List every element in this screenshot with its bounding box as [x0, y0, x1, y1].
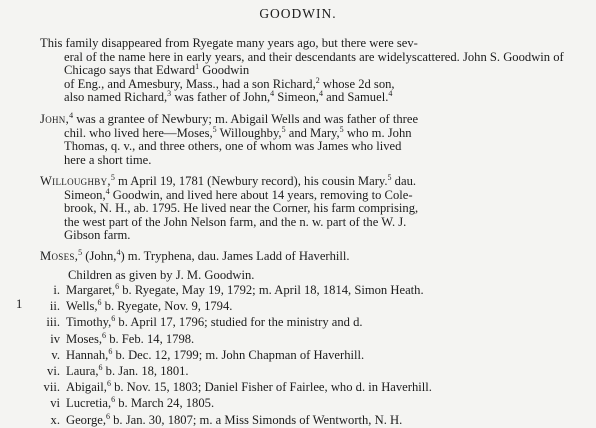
moses-text: ) m. Tryphena, dau. James Ladd of Haverhill. [120, 249, 350, 263]
child-details: b. March 24, 1805. [115, 396, 215, 411]
generation-superscript: 3 [167, 89, 172, 99]
willoughby-paragraph [40, 175, 590, 243]
text-run: whose 2d son, [319, 76, 395, 91]
child-name: Margaret, [66, 283, 116, 297]
child-entry [0, 413, 596, 427]
child-number: vi. [47, 364, 60, 378]
text-run: Thomas, q. v., and three others, one of whom was James who lived [64, 139, 402, 154]
child-text [66, 396, 214, 410]
text-run: brook, N. H., ab. 1795. He lived near the Corner, his farm comprising, [64, 201, 419, 216]
child-details: b. Ryegate, May 19, 1792; m. April 18, 1814, Simon Heath. [119, 283, 424, 297]
moses-paragraph [40, 250, 590, 264]
moses-line [40, 250, 590, 264]
willoughby-continuation [40, 186, 590, 243]
child-generation: 6 [102, 330, 107, 340]
child-name: Wells, [66, 299, 98, 314]
text-run: Willoughby, [216, 125, 282, 140]
generation-superscript: 2 [315, 75, 320, 85]
text-run: and Mary, [285, 125, 340, 140]
moses-parent-generation: 4 [116, 248, 121, 257]
child-number: v. [51, 347, 60, 362]
child-name: Hannah, [66, 347, 109, 362]
children-heading: Children as given by J. M. Goodwin. [68, 268, 255, 282]
child-name: George, [66, 412, 106, 427]
child-text [66, 380, 432, 394]
child-text [66, 299, 232, 313]
child-details: b. Dec. 12, 1799; m. John Chapman of Haverhill. [112, 347, 365, 362]
text-run: Simeon, [274, 90, 319, 105]
child-details: b. Nov. 15, 1803; Daniel Fisher of Fairlee, who d. in Haverhill. [110, 380, 432, 395]
john-first-line [40, 113, 590, 127]
text-run: Goodwin, and lived here about 14 years, removing to Cole- [109, 187, 413, 202]
text-run: of Eng., and Amesbury, Mass., had a son Richard, [64, 76, 316, 91]
john-continuation [40, 124, 590, 168]
child-entry [0, 299, 596, 313]
john-generation: 4 [69, 111, 74, 120]
text-run: eral of the name here in early years, and their descendants are widely [64, 49, 412, 64]
child-name: Lucretia, [66, 396, 112, 411]
intro-first-line: This family disappeared from Ryegate many years ago, but there were sev- [40, 36, 418, 50]
child-details: b. Jan. 30, 1807; m. a Miss Simonds of Wentworth, N. H. [109, 412, 403, 427]
child-text [66, 315, 363, 329]
text-run: who m. John [343, 125, 412, 140]
child-name: Moses, [66, 331, 103, 346]
child-generation: 6 [98, 363, 103, 372]
child-details: b. Jan. 18, 1801. [102, 364, 189, 378]
willoughby-first-text: m April 19, 1781 (Newbury record), his cousin Mary. [114, 174, 388, 188]
child-generation: 6 [108, 346, 113, 356]
generation-superscript: 4 [318, 89, 323, 99]
child-generation: 6 [106, 379, 111, 389]
willoughby-first-sup: 5 [387, 173, 392, 182]
child-text [66, 413, 402, 427]
child-entry [0, 283, 596, 297]
page-title: GOODWIN. [259, 6, 337, 21]
text-run: Simeon, [64, 187, 106, 202]
text-run: here a short time. [64, 152, 152, 167]
child-name: Abigail, [66, 380, 107, 395]
child-number: iv [50, 331, 60, 346]
child-generation: 6 [105, 411, 110, 421]
john-first-text: was a grantee of Newbury; m. Abigail Wells and was father of three [73, 112, 419, 126]
text-run: and Samuel. [322, 90, 389, 105]
margin-note: 1 [16, 297, 23, 311]
child-details: b. Feb. 14, 1798. [106, 331, 195, 346]
child-details: b. Ryegate, Nov. 9, 1794. [101, 299, 233, 314]
john-paragraph [40, 113, 590, 167]
child-number: i. [53, 283, 60, 297]
child-number: vii. [43, 380, 60, 395]
text-run: was father of John, [171, 90, 271, 105]
child-text [66, 364, 189, 378]
generation-superscript: 5 [281, 124, 286, 134]
generation-superscript: 5 [339, 124, 344, 134]
child-details: b. April 17, 1796; studied for the ministry and d. [115, 315, 363, 330]
moses-generation: 5 [78, 248, 83, 257]
willoughby-name: Willoughby, [40, 174, 111, 188]
generation-superscript: 4 [105, 186, 110, 196]
moses-parent: (John, [82, 249, 117, 263]
text-run: also named Richard, [64, 90, 168, 105]
child-generation: 6 [111, 395, 116, 405]
child-number: iii. [46, 315, 60, 330]
intro-paragraph [40, 37, 590, 105]
child-text [66, 348, 364, 362]
text-run: the west part of the John Nelson farm, and the n. w. part of the W. J. [64, 214, 407, 229]
child-entry [0, 332, 596, 346]
generation-superscript: 4 [270, 89, 275, 99]
text-run: Gibson farm. [64, 228, 131, 243]
willoughby-first-tail: dau. [391, 174, 417, 188]
willoughby-first-line [40, 175, 590, 189]
generation-superscript: 4 [388, 89, 393, 99]
text-run: chil. who lived here—Moses, [64, 125, 213, 140]
child-entry [0, 396, 596, 410]
child-name: Laura, [66, 364, 99, 378]
child-entry [0, 315, 596, 329]
child-entry [0, 348, 596, 362]
generation-superscript: 5 [212, 124, 217, 134]
child-name: Timothy, [66, 315, 112, 330]
moses-name: Moses, [40, 249, 79, 263]
child-text [66, 283, 424, 297]
willoughby-generation: 5 [110, 173, 115, 182]
child-text [66, 332, 194, 346]
child-number: ii. [49, 299, 60, 314]
text-run: Goodwin [199, 63, 250, 78]
child-number: x. [50, 412, 60, 427]
child-number: vi [50, 396, 60, 411]
child-entry [0, 364, 596, 378]
child-generation: 6 [111, 314, 116, 324]
text-run: scattered. John S. Goodwin of Chicago says that Edward [64, 49, 564, 78]
generation-superscript: 1 [195, 62, 200, 72]
child-entry [0, 380, 596, 394]
child-generation: 6 [115, 282, 120, 291]
child-generation: 6 [97, 298, 102, 308]
intro-continuation [40, 51, 590, 105]
john-name: John, [40, 112, 70, 126]
